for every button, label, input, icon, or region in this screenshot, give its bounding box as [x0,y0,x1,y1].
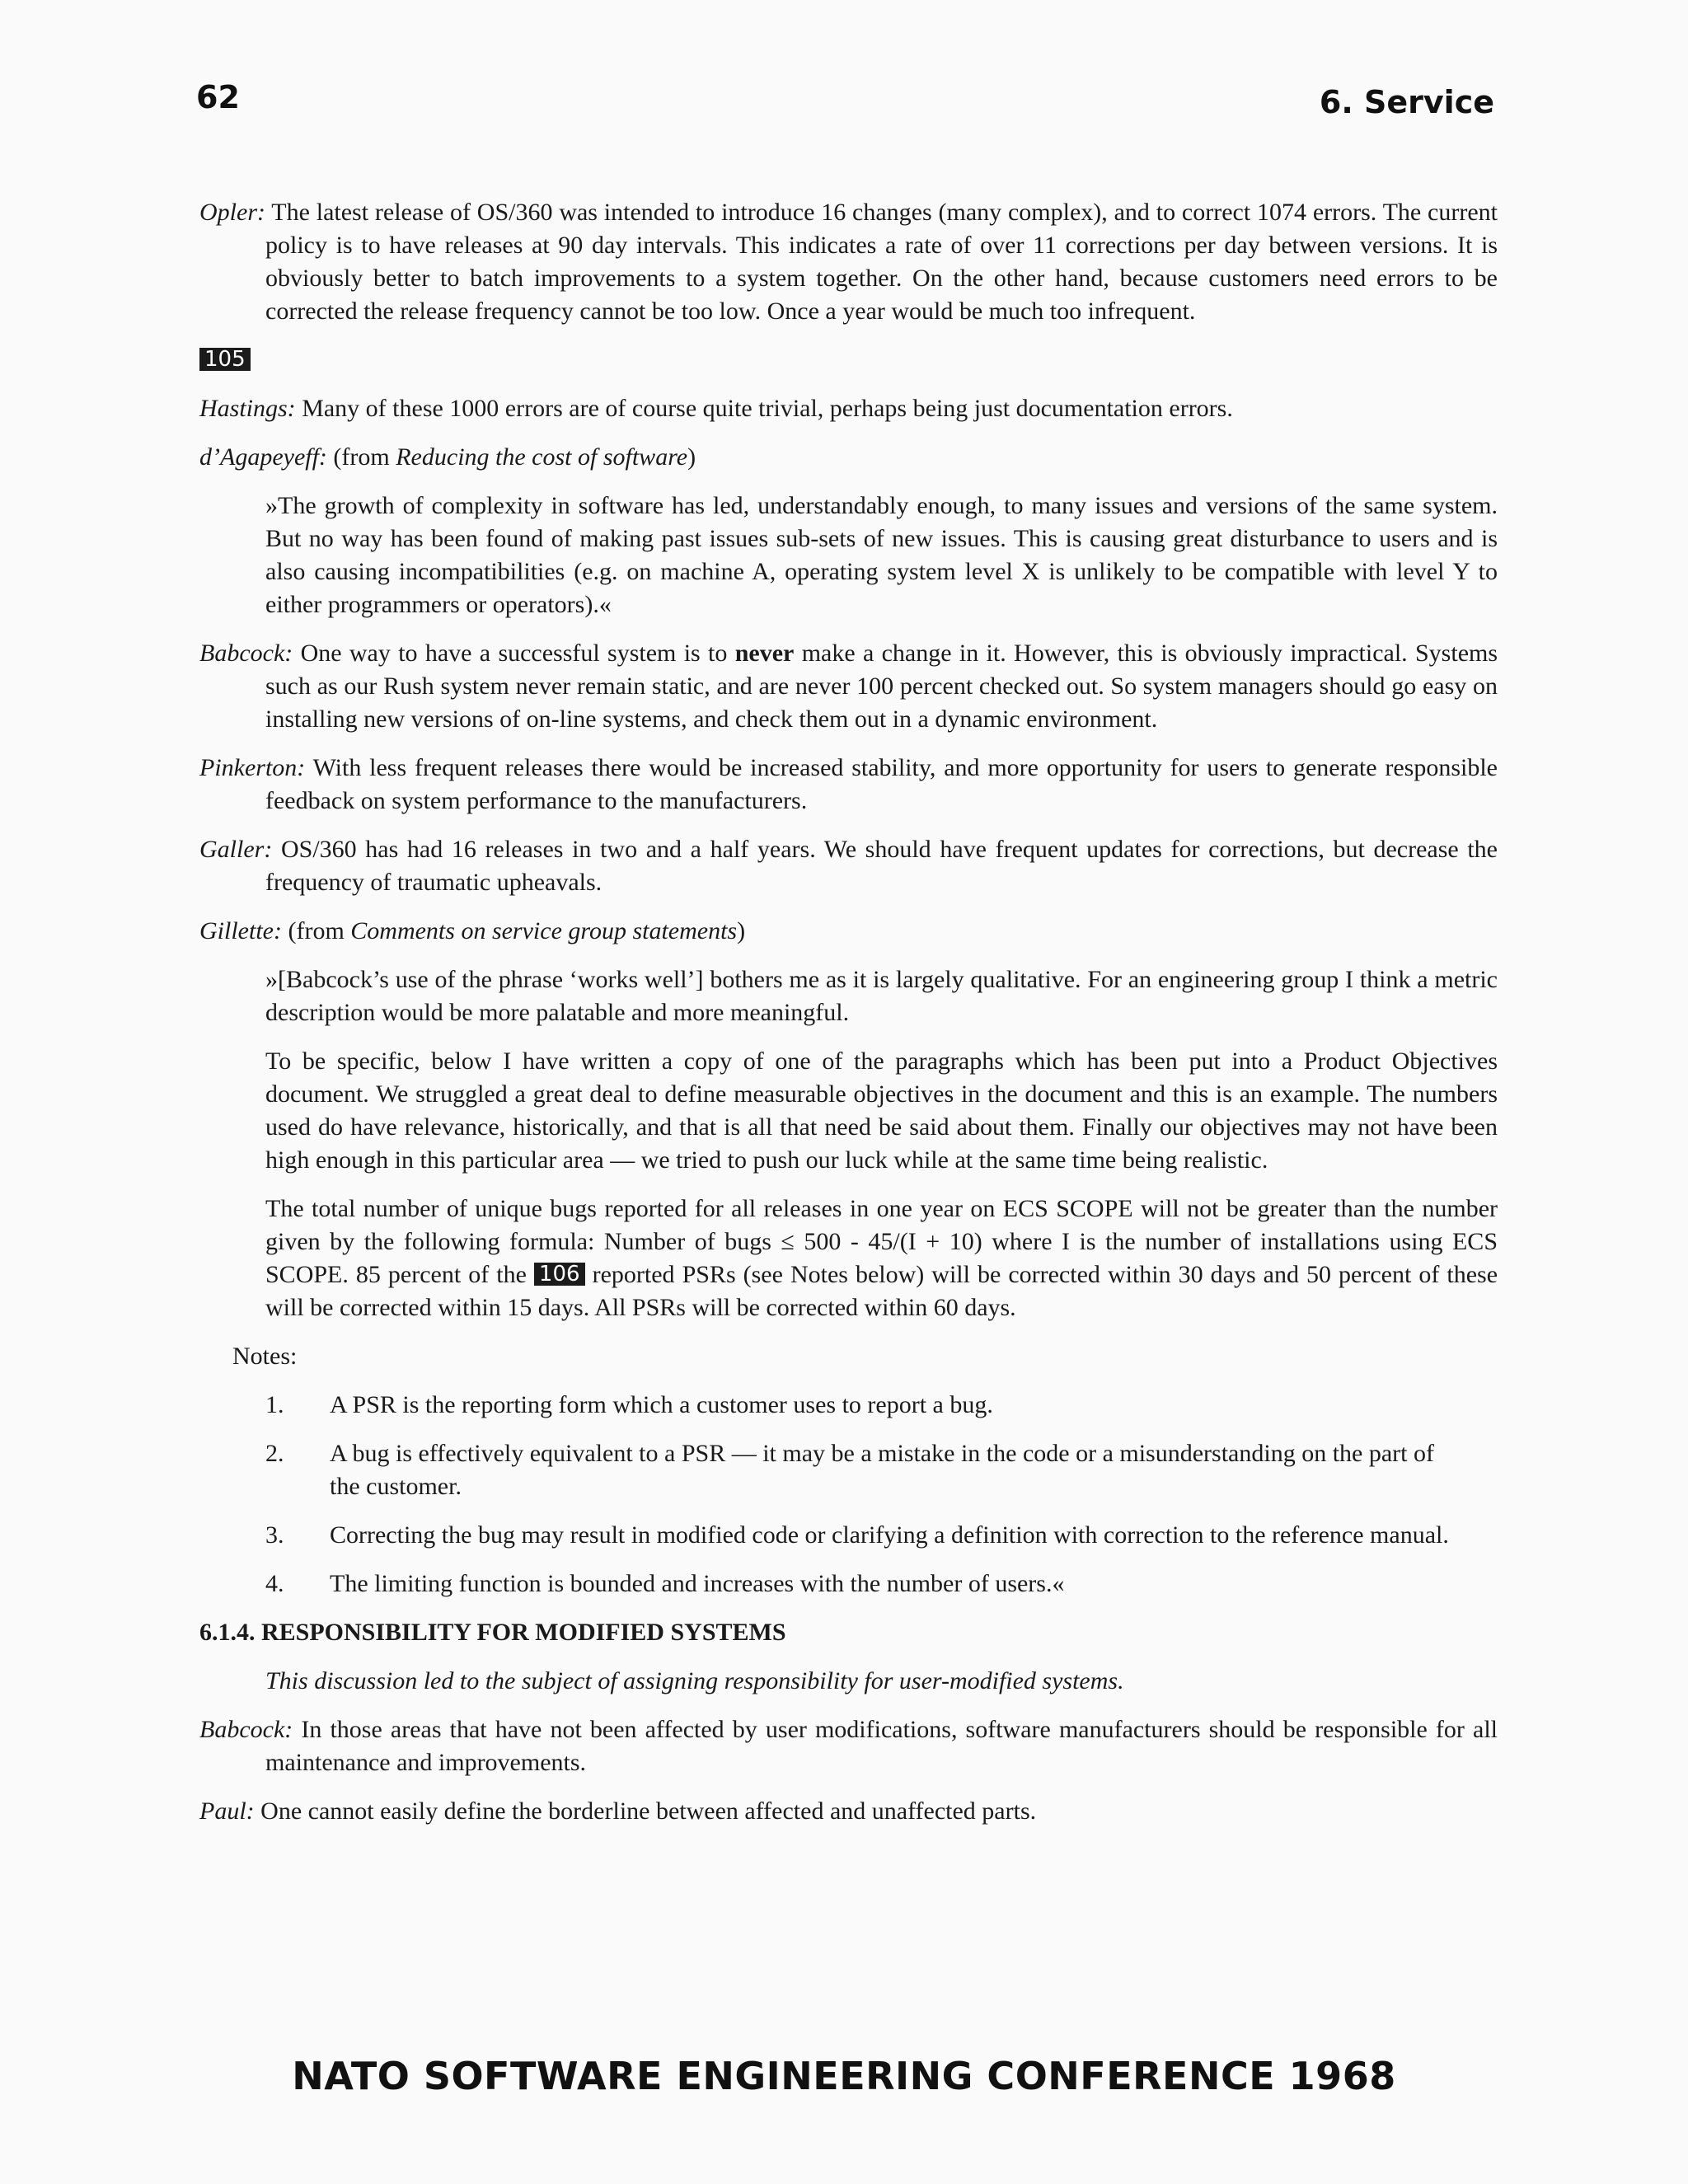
source-suffix: ) [737,917,746,944]
speaker-name: Gillette: [199,917,282,944]
statement-text: With less frequent releases there would be increased stability, and more opportunity for users to generate responsible feedback on system performance to the manufacturers. [265,754,1498,814]
quotation: To be specific, below I have written a copy of one of the paragraphs which has been put into a Product Objectives document. We struggled a great deal to define measurable objectives in the document and this is an example. The numbers used do have relevance, historically, and that is all that need be said about them. Finally our objectives may not have been high enough in this particular area — we tried to push our luck while at the same time being realistic. [265,1047,1498,1174]
quotation: »The growth of complexity in software has led, understandably enough, to many issues and versions of the same system. But no way has been found of making past issues sub-sets of new issues. This is causing great disturbance to users and is also causing incompatibilities (e.g. on machine A, operating system level X is unlikely to be compatible with level Y to either programmers or operators).« [265,492,1498,618]
notes-label: Notes: [232,1343,298,1370]
statement-paul [199,1795,1498,1828]
note-text: Correcting the bug may result in modified code or clarifying a definition with correction to the reference manual. [330,1521,1449,1549]
statement-hastings [199,392,1498,425]
speaker-name: Babcock: [199,640,293,667]
statement-text: The latest release of OS/360 was intended to introduce 16 changes (many complex), and to correct 1074 errors. The current policy is to have releases at 90 day intervals. This indicates a rate of over 11 corrections per day between versions. It is obviously better to batch improvements to a system together. On the other hand, because customers need errors to be corrected the release frequency cannot be too low. Once a year would be much too infrequent. [265,199,1498,325]
running-head: 6. Service [1319,84,1494,120]
note-text: The limiting function is bounded and increases with the number of users.« [330,1570,1065,1597]
statement-pinkerton [199,752,1498,818]
note-item [265,1437,1498,1503]
source-prefix: (from [333,443,390,471]
statement-babcock [199,637,1498,736]
page-number: 62 [196,79,240,115]
speaker-name: d’Agapeyeff: [199,443,327,471]
original-page-marker: 106 [534,1263,585,1286]
speaker-name: Pinkerton: [199,754,306,781]
statement-gillette [199,915,1498,948]
speaker-name: Hastings: [199,395,296,422]
statement-text: Many of these 1000 errors are of course quite trivial, perhaps being just documentation errors. [302,395,1233,422]
statement-dagapeyeff [199,441,1498,474]
source-suffix: ) [687,443,696,471]
note-item [265,1568,1498,1601]
conference-footer: NATO SOFTWARE ENGINEERING CONFERENCE 1968 [292,2054,1396,2098]
section-intro: This discussion led to the subject of assigning responsibility for user-modified systems. [265,1667,1124,1694]
note-text: A bug is effectively equivalent to a PSR — it may be a mistake in the code or a misunderstanding on the part of the customer. [330,1440,1434,1500]
note-item [265,1389,1498,1422]
source-title: Comments on service group statements [350,917,738,944]
note-item [265,1519,1498,1552]
original-page-marker: 105 [199,348,251,371]
source-title: Reducing the cost of software [396,443,688,471]
quotation: »[Babcock’s use of the phrase ‘works well’] bothers me as it is largely qualitative. For an engineering group I think a metric description would be more palatable and more meaningful. [265,966,1498,1026]
speaker-name: Opler: [199,199,265,226]
speaker-name: Paul: [199,1797,255,1825]
statement-text: In those areas that have not been affected by user modifications, software manufacturers should be responsible for all maintenance and improvements. [265,1716,1498,1776]
note-text: A PSR is the reporting form which a customer uses to report a bug. [330,1391,993,1418]
note-number: 1. [265,1391,284,1418]
speaker-name: Galler: [199,836,273,863]
note-number: 2. [265,1440,284,1467]
page-marker-line [199,344,1498,377]
quotation-text: The total number of unique bugs reported for all releases in one year on ECS SCOPE will not be greater than the number given by the following formula: Number of bugs ≤ 500 - 45/(I + 10) where I is the number of installations using ECS SCOPE. 85 percent of the [265,1195,1498,1288]
emphasis: never [734,640,795,667]
quotation [265,1193,1498,1324]
statement-opler [199,196,1498,328]
section-heading: 6.1.4. RESPONSIBILITY FOR MODIFIED SYSTEMS [199,1619,786,1646]
page-body [199,196,1498,1844]
source-prefix: (from [288,917,345,944]
statement-text: make a change in it. However, this is obviously impractical. Systems such as our Rush system never remain static, and are never 100 percent checked out. So system managers should go easy on installing new versions of on-line systems, and check them out in a dynamic environment. [265,640,1498,733]
statement-galler [199,833,1498,899]
statement-text: One way to have a successful system is to [300,640,728,667]
statement-text: One cannot easily define the borderline between affected and unaffected parts. [260,1797,1037,1825]
statement-text: OS/360 has had 16 releases in two and a half years. We should have frequent updates for corrections, but decrease the frequency of traumatic upheavals. [265,836,1498,896]
quotation-text: reported PSRs (see Notes below) will be corrected within 30 days and 50 percent of these will be corrected within 15 days. All PSRs will be corrected within 60 days. [265,1261,1498,1321]
note-number: 4. [265,1570,284,1597]
note-number: 3. [265,1521,284,1549]
statement-babcock [199,1713,1498,1779]
speaker-name: Babcock: [199,1716,293,1743]
